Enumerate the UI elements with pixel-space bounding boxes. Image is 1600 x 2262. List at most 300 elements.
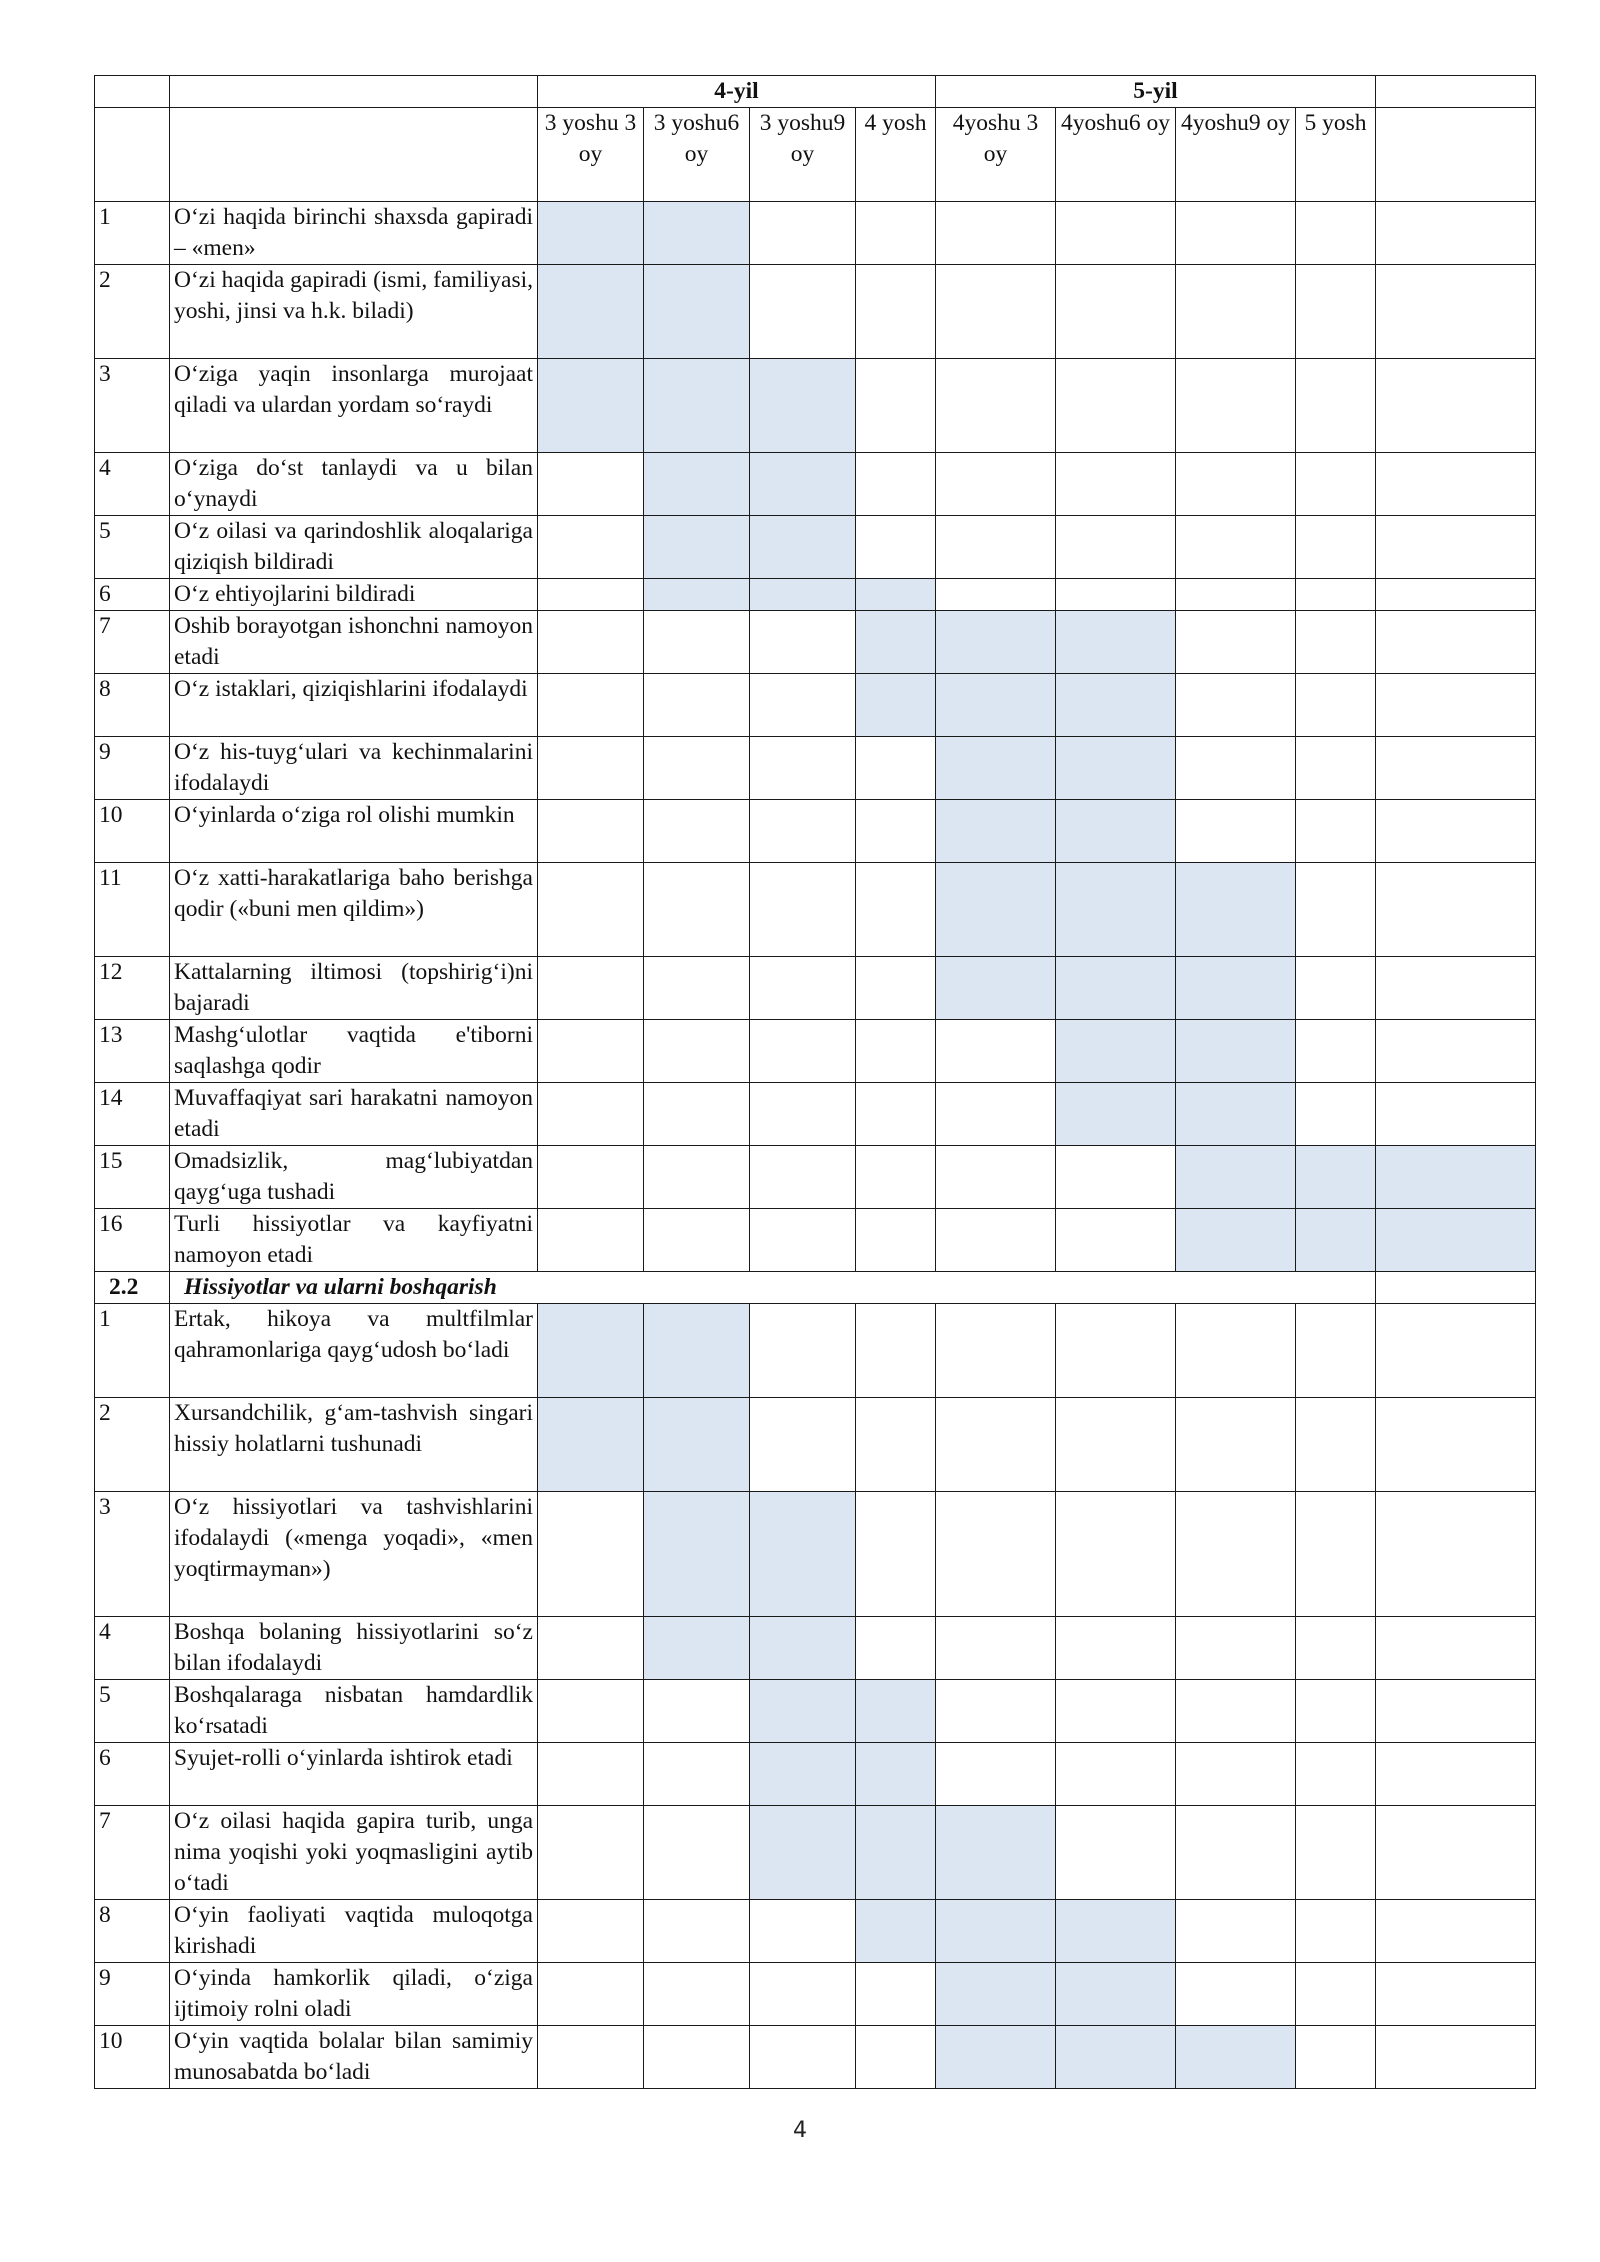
shaded-age-cell [856, 1743, 936, 1806]
age-cell [856, 1209, 936, 1272]
shaded-age-cell [750, 1743, 856, 1806]
age-cell [1056, 1209, 1176, 1272]
row-number: 10 [95, 800, 170, 863]
age-cell [1056, 1680, 1176, 1743]
age-cell [1296, 1304, 1376, 1398]
age-cell [1176, 265, 1296, 359]
table-row [95, 1900, 1536, 1963]
age-cell [856, 1963, 936, 2026]
age-cell [1296, 202, 1376, 265]
row-number: 9 [95, 1963, 170, 2026]
table-row [95, 516, 1536, 579]
shaded-age-cell [936, 2026, 1056, 2089]
row-description: Omadsizlik, mag‘lubiyatdan qayg‘uga tushadi [170, 1146, 538, 1209]
shaded-age-cell [644, 453, 750, 516]
row-number: 11 [95, 863, 170, 957]
age-cell [1176, 737, 1296, 800]
age-cell [538, 1743, 644, 1806]
age-cell [538, 516, 644, 579]
row-description: O‘yin vaqtida bolalar bilan samimiy munosabatda bo‘ladi [170, 2026, 538, 2089]
row-number: 8 [95, 1900, 170, 1963]
age-cell [856, 1146, 936, 1209]
shaded-age-cell [1376, 1209, 1536, 1272]
row-number: 3 [95, 1492, 170, 1617]
shaded-age-cell [1056, 1963, 1176, 2026]
age-cell [538, 453, 644, 516]
age-cell [856, 1492, 936, 1617]
table-row [95, 1492, 1536, 1617]
age-cell [1376, 202, 1536, 265]
row-description: Mashg‘ulotlar vaqtida e'tiborni saqlashga qodir [170, 1020, 538, 1083]
table-row [95, 202, 1536, 265]
age-cell [750, 1963, 856, 2026]
age-cell [644, 1020, 750, 1083]
age-cell [1296, 1083, 1376, 1146]
age-cell [1176, 611, 1296, 674]
shaded-age-cell [750, 579, 856, 611]
age-cell [1176, 1900, 1296, 1963]
age-cell [1296, 579, 1376, 611]
row-number: 3 [95, 359, 170, 453]
shaded-age-cell [750, 1617, 856, 1680]
row-number: 5 [95, 516, 170, 579]
age-cell [856, 1617, 936, 1680]
age-cell [1176, 359, 1296, 453]
row-description: O‘z ehtiyojlarini bildiradi [170, 579, 538, 611]
age-cell [1176, 1398, 1296, 1492]
age-cell [1376, 863, 1536, 957]
shaded-age-cell [644, 1304, 750, 1398]
age-cell [936, 1492, 1056, 1617]
age-column-header: 4yoshu 3 oy [936, 108, 1056, 202]
table-row [95, 957, 1536, 1020]
age-cell [1296, 863, 1376, 957]
row-number: 6 [95, 579, 170, 611]
table-row [95, 674, 1536, 737]
shaded-age-cell [1056, 611, 1176, 674]
age-cell [750, 1083, 856, 1146]
row-number: 5 [95, 1680, 170, 1743]
age-cell [1176, 1492, 1296, 1617]
shaded-age-cell [856, 579, 936, 611]
age-cell [1176, 202, 1296, 265]
shaded-age-cell [644, 202, 750, 265]
age-cell [538, 579, 644, 611]
row-number: 9 [95, 737, 170, 800]
age-cell [1296, 265, 1376, 359]
age-cell [1376, 516, 1536, 579]
age-column-header: 3 yoshu 3 oy [538, 108, 644, 202]
age-cell [1376, 1304, 1536, 1398]
age-cell [750, 1398, 856, 1492]
year-header-5: 5-yil [936, 76, 1376, 108]
age-cell [1376, 1617, 1536, 1680]
table-row [95, 863, 1536, 957]
row-description: O‘z his-tuyg‘ulari va kechinmalarini ifodalaydi [170, 737, 538, 800]
age-cell [856, 1083, 936, 1146]
age-cell [1296, 453, 1376, 516]
table-row [95, 453, 1536, 516]
age-cell [538, 1680, 644, 1743]
shaded-age-cell [1056, 1020, 1176, 1083]
header-empty-cell [95, 108, 170, 202]
shaded-age-cell [1176, 2026, 1296, 2089]
age-cell [750, 611, 856, 674]
age-cell [856, 800, 936, 863]
age-cell [856, 1398, 936, 1492]
table-row [95, 1146, 1536, 1209]
shaded-age-cell [1296, 1146, 1376, 1209]
age-cell [1056, 1617, 1176, 1680]
table-row [95, 2026, 1536, 2089]
age-column-header: 5 yosh [1296, 108, 1376, 202]
shaded-age-cell [750, 359, 856, 453]
row-description: O‘yinlarda o‘ziga rol olishi mumkin [170, 800, 538, 863]
shaded-age-cell [936, 1806, 1056, 1900]
age-cell [644, 957, 750, 1020]
age-cell [644, 611, 750, 674]
age-cell [1376, 265, 1536, 359]
age-cell [538, 1900, 644, 1963]
age-cell [1296, 1617, 1376, 1680]
row-description: O‘z oilasi haqida gapira turib, unga nima yoqishi yoki yoqmasligini aytib o‘tadi [170, 1806, 538, 1900]
age-cell [1376, 1020, 1536, 1083]
shaded-age-cell [936, 1900, 1056, 1963]
age-cell [1376, 453, 1536, 516]
age-cell [936, 1020, 1056, 1083]
age-cell [1376, 359, 1536, 453]
age-cell [644, 1146, 750, 1209]
row-number: 10 [95, 2026, 170, 2089]
shaded-age-cell [856, 611, 936, 674]
age-column-header: 3 yoshu9 oy [750, 108, 856, 202]
age-cell [856, 737, 936, 800]
age-cell [750, 1900, 856, 1963]
row-description: Boshqa bolaning hissiyotlarini so‘z bilan ifodalaydi [170, 1617, 538, 1680]
row-number: 16 [95, 1209, 170, 1272]
age-cell [936, 265, 1056, 359]
table-row [95, 579, 1536, 611]
age-cell [1176, 453, 1296, 516]
shaded-age-cell [856, 1900, 936, 1963]
row-description: Syujet-rolli o‘yinlarda ishtirok etadi [170, 1743, 538, 1806]
age-cell [856, 863, 936, 957]
age-cell [538, 1146, 644, 1209]
empty-cell [1376, 1272, 1536, 1304]
age-cell [644, 1963, 750, 2026]
shaded-age-cell [936, 674, 1056, 737]
age-cell [1176, 1304, 1296, 1398]
row-number: 1 [95, 1304, 170, 1398]
shaded-age-cell [936, 800, 1056, 863]
age-cell [1176, 1963, 1296, 2026]
header-empty-cell [95, 76, 170, 108]
shaded-age-cell [936, 1963, 1056, 2026]
section-title: Hissiyotlar va ularni boshqarish [170, 1272, 1376, 1304]
age-cell [750, 674, 856, 737]
age-cell [1296, 1806, 1376, 1900]
age-cell [644, 737, 750, 800]
row-description: Turli hissiyotlar va kayfiyatni namoyon etadi [170, 1209, 538, 1272]
shaded-age-cell [936, 863, 1056, 957]
age-cell [1296, 1398, 1376, 1492]
age-cell [936, 1617, 1056, 1680]
age-cell [1056, 202, 1176, 265]
age-cell [538, 611, 644, 674]
table-row [95, 1020, 1536, 1083]
age-cell [936, 453, 1056, 516]
age-cell [936, 1146, 1056, 1209]
age-cell [538, 1963, 644, 2026]
age-cell [936, 1680, 1056, 1743]
age-cell [538, 1020, 644, 1083]
age-cell [1376, 737, 1536, 800]
age-cell [1176, 1806, 1296, 1900]
age-cell [644, 863, 750, 957]
row-description: Boshqalaraga nisbatan hamdardlik ko‘rsatadi [170, 1680, 538, 1743]
shaded-age-cell [750, 1492, 856, 1617]
age-cell [1376, 1743, 1536, 1806]
row-number: 12 [95, 957, 170, 1020]
shaded-age-cell [936, 611, 1056, 674]
age-cell [750, 2026, 856, 2089]
age-cell [1056, 453, 1176, 516]
age-cell [1376, 957, 1536, 1020]
shaded-age-cell [1176, 1020, 1296, 1083]
shaded-age-cell [1176, 1209, 1296, 1272]
age-cell [1296, 1900, 1376, 1963]
age-cell [538, 800, 644, 863]
shaded-age-cell [538, 1398, 644, 1492]
age-cell [856, 2026, 936, 2089]
shaded-age-cell [644, 1617, 750, 1680]
age-cell [936, 516, 1056, 579]
age-cell [538, 1492, 644, 1617]
table-row [95, 1963, 1536, 2026]
age-cell [1376, 579, 1536, 611]
row-description: Kattalarning iltimosi (topshirig‘i)ni bajaradi [170, 957, 538, 1020]
age-cell [936, 202, 1056, 265]
shaded-age-cell [1056, 863, 1176, 957]
row-number: 15 [95, 1146, 170, 1209]
section-number: 2.2 [95, 1272, 170, 1304]
age-cell [644, 800, 750, 863]
age-cell [1296, 2026, 1376, 2089]
row-description: O‘zi haqida birinchi shaxsda gapiradi – «men» [170, 202, 538, 265]
shaded-age-cell [644, 1398, 750, 1492]
age-cell [1056, 1743, 1176, 1806]
shaded-age-cell [1056, 737, 1176, 800]
shaded-age-cell [1176, 1083, 1296, 1146]
age-cell [1056, 1492, 1176, 1617]
age-cell [538, 737, 644, 800]
age-cell [1376, 1806, 1536, 1900]
section-header-row [95, 1272, 1536, 1304]
age-cell [1296, 1743, 1376, 1806]
shaded-age-cell [856, 674, 936, 737]
page-number: 4 [793, 2118, 807, 2143]
age-cell [1296, 1680, 1376, 1743]
table-row [95, 1806, 1536, 1900]
row-number: 1 [95, 202, 170, 265]
age-column-header: 3 yoshu6 oy [644, 108, 750, 202]
age-cell [856, 516, 936, 579]
table-row [95, 359, 1536, 453]
row-number: 2 [95, 265, 170, 359]
age-cell [1376, 674, 1536, 737]
age-cell [856, 265, 936, 359]
row-description: Xursandchilik, g‘am-tashvish singari hissiy holatlarni tushunadi [170, 1398, 538, 1492]
row-description: O‘z hissiyotlari va tashvishlarini ifodalaydi («menga yoqadi», «men yoqtirmayman») [170, 1492, 538, 1617]
age-cell [1176, 1743, 1296, 1806]
age-cell [1296, 359, 1376, 453]
age-cell [1296, 800, 1376, 863]
age-cell [750, 1304, 856, 1398]
age-cell [1176, 1617, 1296, 1680]
age-cell [1376, 1963, 1536, 2026]
row-number: 2 [95, 1398, 170, 1492]
age-cell [1376, 1398, 1536, 1492]
shaded-age-cell [856, 1806, 936, 1900]
age-cell [1176, 800, 1296, 863]
age-cell [856, 453, 936, 516]
age-cell [936, 359, 1056, 453]
table-row [95, 265, 1536, 359]
age-cell [936, 1209, 1056, 1272]
row-description: O‘z oilasi va qarindoshlik aloqalariga qiziqish bildiradi [170, 516, 538, 579]
table-row [95, 1743, 1536, 1806]
shaded-age-cell [644, 579, 750, 611]
row-description: Oshib borayotgan ishonchni namoyon etadi [170, 611, 538, 674]
age-cell [1376, 1680, 1536, 1743]
shaded-age-cell [750, 516, 856, 579]
shaded-age-cell [1176, 957, 1296, 1020]
age-column-header: 4 yosh [856, 108, 936, 202]
shaded-age-cell [1056, 2026, 1176, 2089]
age-cell [856, 957, 936, 1020]
age-cell [538, 863, 644, 957]
row-number: 4 [95, 453, 170, 516]
header-empty-cell [1376, 108, 1536, 202]
table-row [95, 1304, 1536, 1398]
row-number: 13 [95, 1020, 170, 1083]
row-description: O‘yin faoliyati vaqtida muloqotga kirishadi [170, 1900, 538, 1963]
age-cell [1056, 579, 1176, 611]
row-description: O‘ziga do‘st tanlaydi va u bilan o‘ynaydi [170, 453, 538, 516]
age-cell [538, 2026, 644, 2089]
age-cell [538, 674, 644, 737]
age-cell [1056, 1304, 1176, 1398]
age-cell [1176, 579, 1296, 611]
age-cell [750, 202, 856, 265]
shaded-age-cell [538, 359, 644, 453]
age-cell [1296, 1020, 1376, 1083]
header-empty-cell [1376, 76, 1536, 108]
age-cell [644, 1680, 750, 1743]
age-cell [856, 359, 936, 453]
shaded-age-cell [750, 1680, 856, 1743]
shaded-age-cell [538, 202, 644, 265]
shaded-age-cell [538, 1304, 644, 1398]
table-row [95, 1398, 1536, 1492]
shaded-age-cell [644, 359, 750, 453]
age-cell [936, 1304, 1056, 1398]
table-row [95, 800, 1536, 863]
age-cell [750, 1020, 856, 1083]
age-cell [936, 1398, 1056, 1492]
shaded-age-cell [644, 1492, 750, 1617]
age-cell [538, 1209, 644, 1272]
shaded-age-cell [750, 453, 856, 516]
age-cell [750, 1146, 856, 1209]
age-cell [750, 737, 856, 800]
age-cell [750, 957, 856, 1020]
age-cell [750, 863, 856, 957]
age-cell [1376, 2026, 1536, 2089]
age-cell [856, 1304, 936, 1398]
age-cell [644, 1083, 750, 1146]
age-cell [1056, 516, 1176, 579]
age-cell [856, 202, 936, 265]
shaded-age-cell [1056, 1083, 1176, 1146]
age-cell [1296, 674, 1376, 737]
row-description: O‘yinda hamkorlik qiladi, o‘ziga ijtimoiy rolni oladi [170, 1963, 538, 2026]
age-cell [1056, 265, 1176, 359]
shaded-age-cell [1176, 863, 1296, 957]
age-cell [1296, 611, 1376, 674]
age-cell [538, 957, 644, 1020]
age-cell [1376, 1083, 1536, 1146]
age-cell [1056, 359, 1176, 453]
age-cell [936, 579, 1056, 611]
age-cell [538, 1083, 644, 1146]
row-number: 7 [95, 1806, 170, 1900]
age-cell [644, 2026, 750, 2089]
shaded-age-cell [936, 957, 1056, 1020]
row-number: 6 [95, 1743, 170, 1806]
age-cell [936, 1743, 1056, 1806]
table-row [95, 1617, 1536, 1680]
age-cell [1056, 1398, 1176, 1492]
shaded-age-cell [644, 516, 750, 579]
age-cell [644, 1806, 750, 1900]
row-number: 8 [95, 674, 170, 737]
table-row [95, 1209, 1536, 1272]
header-empty-cell [170, 76, 538, 108]
age-cell [644, 674, 750, 737]
age-cell [750, 1209, 856, 1272]
shaded-age-cell [538, 265, 644, 359]
shaded-age-cell [1056, 800, 1176, 863]
shaded-age-cell [1056, 957, 1176, 1020]
row-description: Muvaffaqiyat sari harakatni namoyon etadi [170, 1083, 538, 1146]
age-cell [1296, 1963, 1376, 2026]
table-row [95, 1083, 1536, 1146]
age-cell [750, 265, 856, 359]
row-number: 7 [95, 611, 170, 674]
age-cell [1176, 516, 1296, 579]
age-cell [1176, 674, 1296, 737]
age-cell [1296, 737, 1376, 800]
age-cell [856, 1020, 936, 1083]
age-cell [1296, 516, 1376, 579]
age-cell [644, 1743, 750, 1806]
shaded-age-cell [750, 1806, 856, 1900]
age-cell [1176, 1680, 1296, 1743]
table-row [95, 737, 1536, 800]
age-cell [1296, 957, 1376, 1020]
table-row [95, 611, 1536, 674]
